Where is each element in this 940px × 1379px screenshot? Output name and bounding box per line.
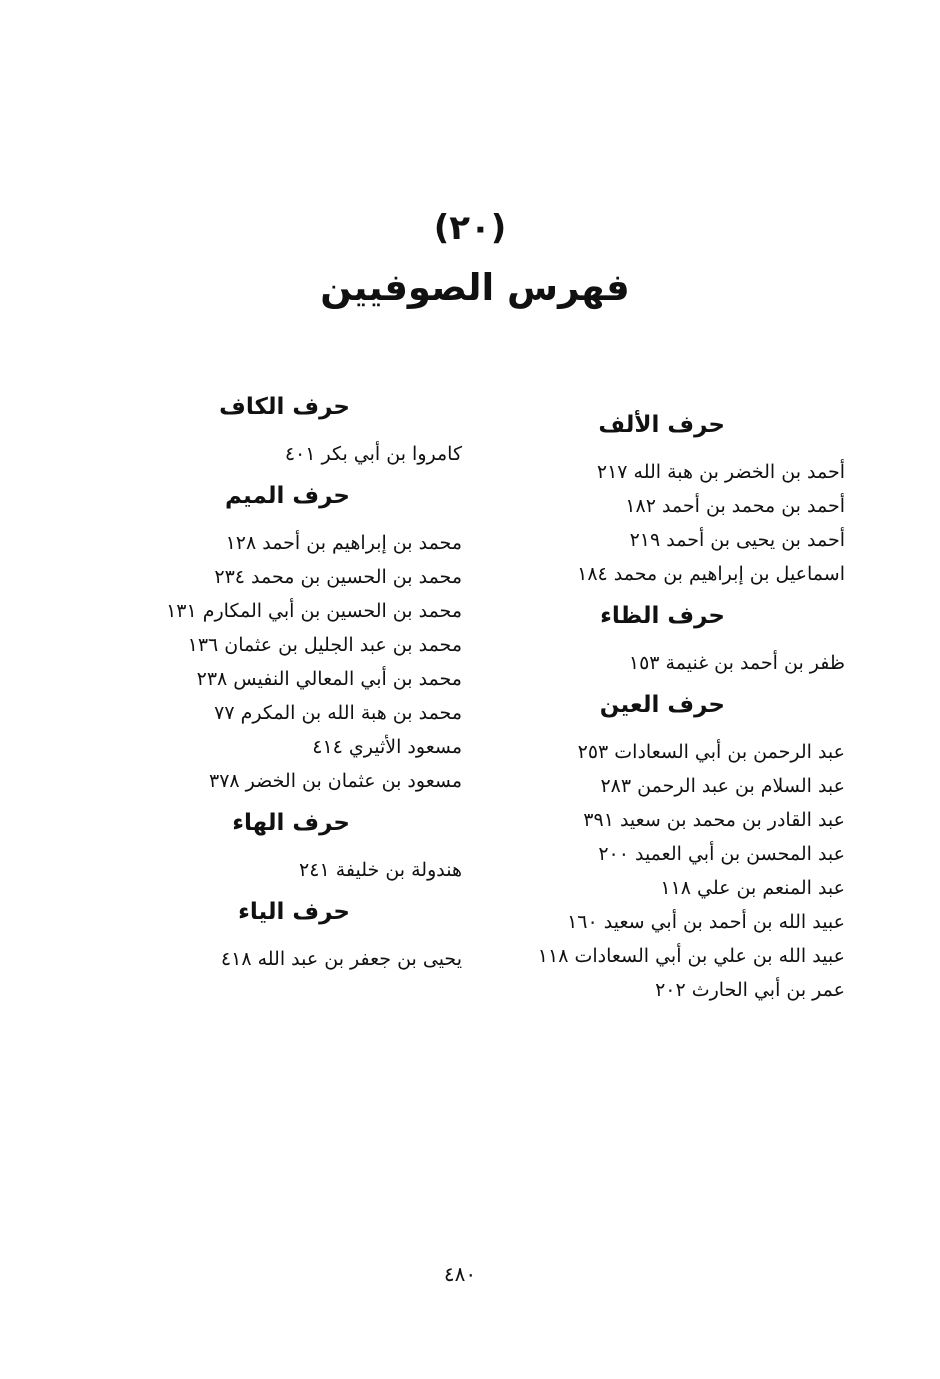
entry-list [132, 526, 462, 798]
list-item: عبد الرحمن بن أبي السعادات ٢٥٣ [577, 741, 845, 763]
section-heading: حرف الهاء [232, 810, 350, 836]
list-item: كامروا بن أبي بكر ٤٠١ [284, 443, 462, 465]
section-heading: حرف الألف [598, 412, 725, 438]
list-item: محمد بن الحسين بن أبي المكارم ١٣١ [166, 600, 462, 622]
section-heading: حرف العين [599, 692, 725, 718]
entry-list [505, 455, 845, 591]
section-zaa [505, 599, 845, 680]
entry-list [132, 437, 462, 471]
list-item: محمد بن عبد الجليل بن عثمان ١٣٦ [187, 634, 462, 656]
section-ain [505, 688, 845, 1007]
list-item: محمد بن أبي المعالي النفيس ٢٣٨ [196, 668, 462, 690]
list-item: مسعود الأثيري ٤١٤ [312, 736, 462, 758]
list-item: محمد بن هبة الله بن المكرم ٧٧ [214, 702, 462, 724]
list-item: مسعود بن عثمان بن الخضر ٣٧٨ [209, 770, 462, 792]
list-item: عمر بن أبي الحارث ٢٠٢ [655, 979, 845, 1001]
list-item: أحمد بن يحيى بن أحمد ٢١٩ [629, 529, 845, 551]
list-item: هندولة بن خليفة ٢٤١ [299, 859, 462, 881]
list-item: عبيد الله بن علي بن أبي السعادات ١١٨ [537, 945, 845, 967]
section-alif [505, 408, 845, 591]
list-item: عبد السلام بن عبد الرحمن ٢٨٣ [600, 775, 845, 797]
list-item: محمد بن الحسين بن محمد ٢٣٤ [214, 566, 462, 588]
entry-list [505, 735, 845, 1007]
entry-list [132, 942, 462, 976]
list-item: محمد بن إبراهيم بن أحمد ١٢٨ [225, 532, 462, 554]
list-item: يحيى بن جعفر بن عبد الله ٤١٨ [220, 948, 462, 970]
list-item: أحمد بن الخضر بن هبة الله ٢١٧ [596, 461, 845, 483]
page-title: فهرس الصوفيين [320, 266, 630, 309]
list-item: عبد المحسن بن أبي العميد ٢٠٠ [598, 843, 845, 865]
list-item: عبد المنعم بن علي ١١٨ [660, 877, 845, 899]
section-mim [132, 479, 462, 798]
right-column [505, 408, 845, 1015]
entry-list [132, 853, 462, 887]
list-item: أحمد بن محمد بن أحمد ١٨٢ [625, 495, 845, 517]
section-heading: حرف الياء [238, 899, 350, 925]
section-kaf [132, 390, 462, 471]
section-haa [132, 806, 462, 887]
page-number: ٤٨٠ [443, 1262, 477, 1286]
list-item: ظفر بن أحمد بن غنيمة ١٥٣ [628, 652, 845, 674]
section-yaa [132, 895, 462, 976]
section-heading: حرف الميم [225, 483, 350, 509]
list-item: عبيد الله بن أحمد بن أبي سعيد ١٦٠ [567, 911, 845, 933]
list-item: عبد القادر بن محمد بن سعيد ٣٩١ [583, 809, 845, 831]
index-number: (٢٠) [433, 208, 507, 248]
section-heading: حرف الظاء [600, 603, 725, 629]
entry-list [505, 646, 845, 680]
section-heading: حرف الكاف [219, 394, 350, 420]
list-item: اسماعيل بن إبراهيم بن محمد ١٨٤ [577, 563, 845, 585]
left-column [132, 390, 462, 984]
